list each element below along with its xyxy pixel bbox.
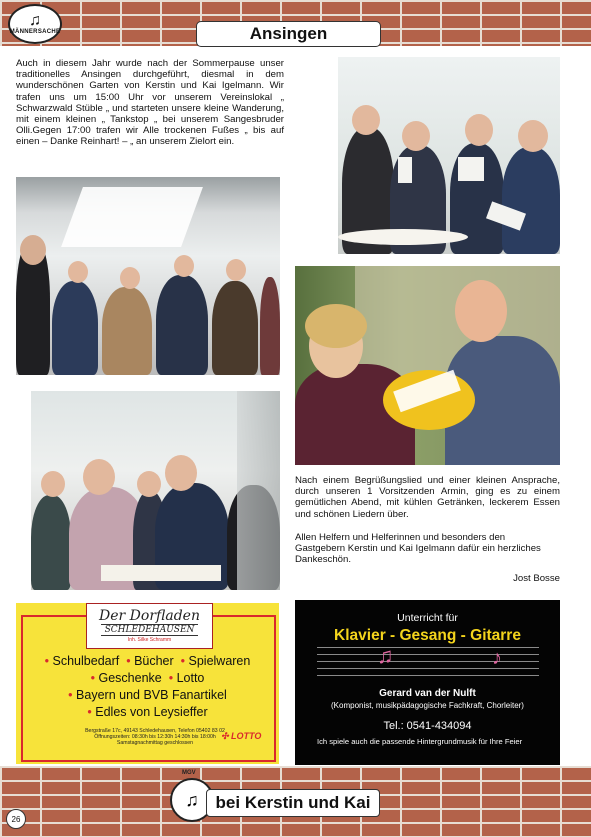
page-number: 26 [6, 809, 26, 829]
ad-dorfladen-location: SCHLEDEHAUSEN [101, 624, 199, 636]
club-logo-text: MÄNNERSACHE [9, 29, 61, 35]
music-note-icon: ♫ [377, 643, 394, 668]
ad-dorfladen [16, 603, 279, 764]
music-staff-icon [317, 643, 539, 685]
ad-dorfladen-address: Bergstraße 17c, 49143 Schledehausen, Telefon 05402 83 02 [85, 728, 225, 734]
ad-dorfladen-hours: Öffnungszeiten: 08:30h bis 12:30h 14:30h bis 18:00h [94, 734, 216, 741]
ad-music-teacher-name: Gerard van der Nulft [379, 688, 476, 699]
ad-music-subjects: Klavier - Gesang - Gitarre [334, 627, 521, 644]
ad-music-line1: Unterricht für [397, 612, 458, 624]
article-intro: Auch in diesem Jahr wurde nach der Sommerpause unser traditionelles Ansingen durchgeführt, diesmal in dem wunderschönen Garten von Kerstin und Kai Igelmann. Wir trafen uns um 15:00 Uhr vor unserem Vereinslokal „ Schwarzwald Stüble „ und starteten unsere kleine Wanderung, mit einem kleinen „ Tankstop „ bei unserem Sangesbruder Olli.Gegen 17:00 trafen wir Alle trockenen Fußes „ bis auf einen – Danke Reinhart! – „ an unserem Zielort ein. [16, 58, 284, 148]
photo-flower-presentation [295, 266, 560, 465]
article-author: Jost Bosse [513, 573, 560, 584]
ad-dorfladen-name: Der Dorfladen [99, 608, 200, 624]
ad-item: Bayern und BVB Fanartikel [76, 688, 227, 702]
lyre-icon: ♫ [185, 789, 199, 810]
photo-tent-group [16, 177, 280, 375]
footer-title: bei Kerstin und Kai [206, 789, 380, 817]
ad-dorfladen-items: • Schulbedarf • Bücher • Spielwaren • Geschenke • Lotto • Bayern und BVB Fanartikel • Edles von Leysieffer [44, 654, 251, 719]
ad-dorfladen-header [86, 603, 213, 649]
page-title: Ansingen [196, 21, 381, 47]
photo-singers-top-right [338, 57, 560, 254]
lotto-logo: ✣ LOTTO [221, 731, 262, 741]
article-paragraph-3: Allen Helfern und Helferinnen und besonders den Gastgebern Kerstin und Kai Igelmann dafür ein herzliches Dankeschön. [295, 532, 541, 566]
footer-logo-text: MGV [182, 770, 196, 776]
photo-singers-bottom-left [31, 391, 280, 590]
article-paragraph-2: Nach einem Begrüßungslied und einer kleinen Ansprache, durch unseren 1 Vorsitzenden Armin, ging es zu einem gemütlichen Abend, mit kühlen Getränken, leckerem Essen und schönen Liedern über. [295, 475, 560, 520]
ad-music-note: Ich spiele auch die passende Hintergrundmusik für Ihre Feier [317, 737, 523, 746]
ad-item: Edles von Leysieffer [95, 705, 208, 719]
ad-item: Geschenke [98, 671, 162, 685]
ad-item: Bücher [134, 654, 174, 668]
ad-dorfladen-owner: Inh. Silke Schramm [127, 637, 172, 643]
ad-item: Lotto [176, 671, 205, 685]
ad-music-phone: Tel.: 0541-434094 [383, 720, 472, 732]
ad-music-lessons [295, 600, 560, 765]
lotto-text: LOTTO [231, 731, 262, 741]
ad-dorfladen-contact [80, 728, 230, 747]
club-logo [8, 4, 62, 44]
ad-music-qualification: (Komponist, musikpädagogische Fachkraft, Chorleiter) [331, 701, 524, 710]
music-note-icon: ♪ [492, 647, 502, 669]
ad-item: Schulbedarf [52, 654, 120, 668]
lyre-icon: ♫ [29, 12, 41, 29]
ad-dorfladen-closed: Samstagnachmittag geschlossen [116, 740, 194, 747]
ad-item: Spielwaren [188, 654, 251, 668]
